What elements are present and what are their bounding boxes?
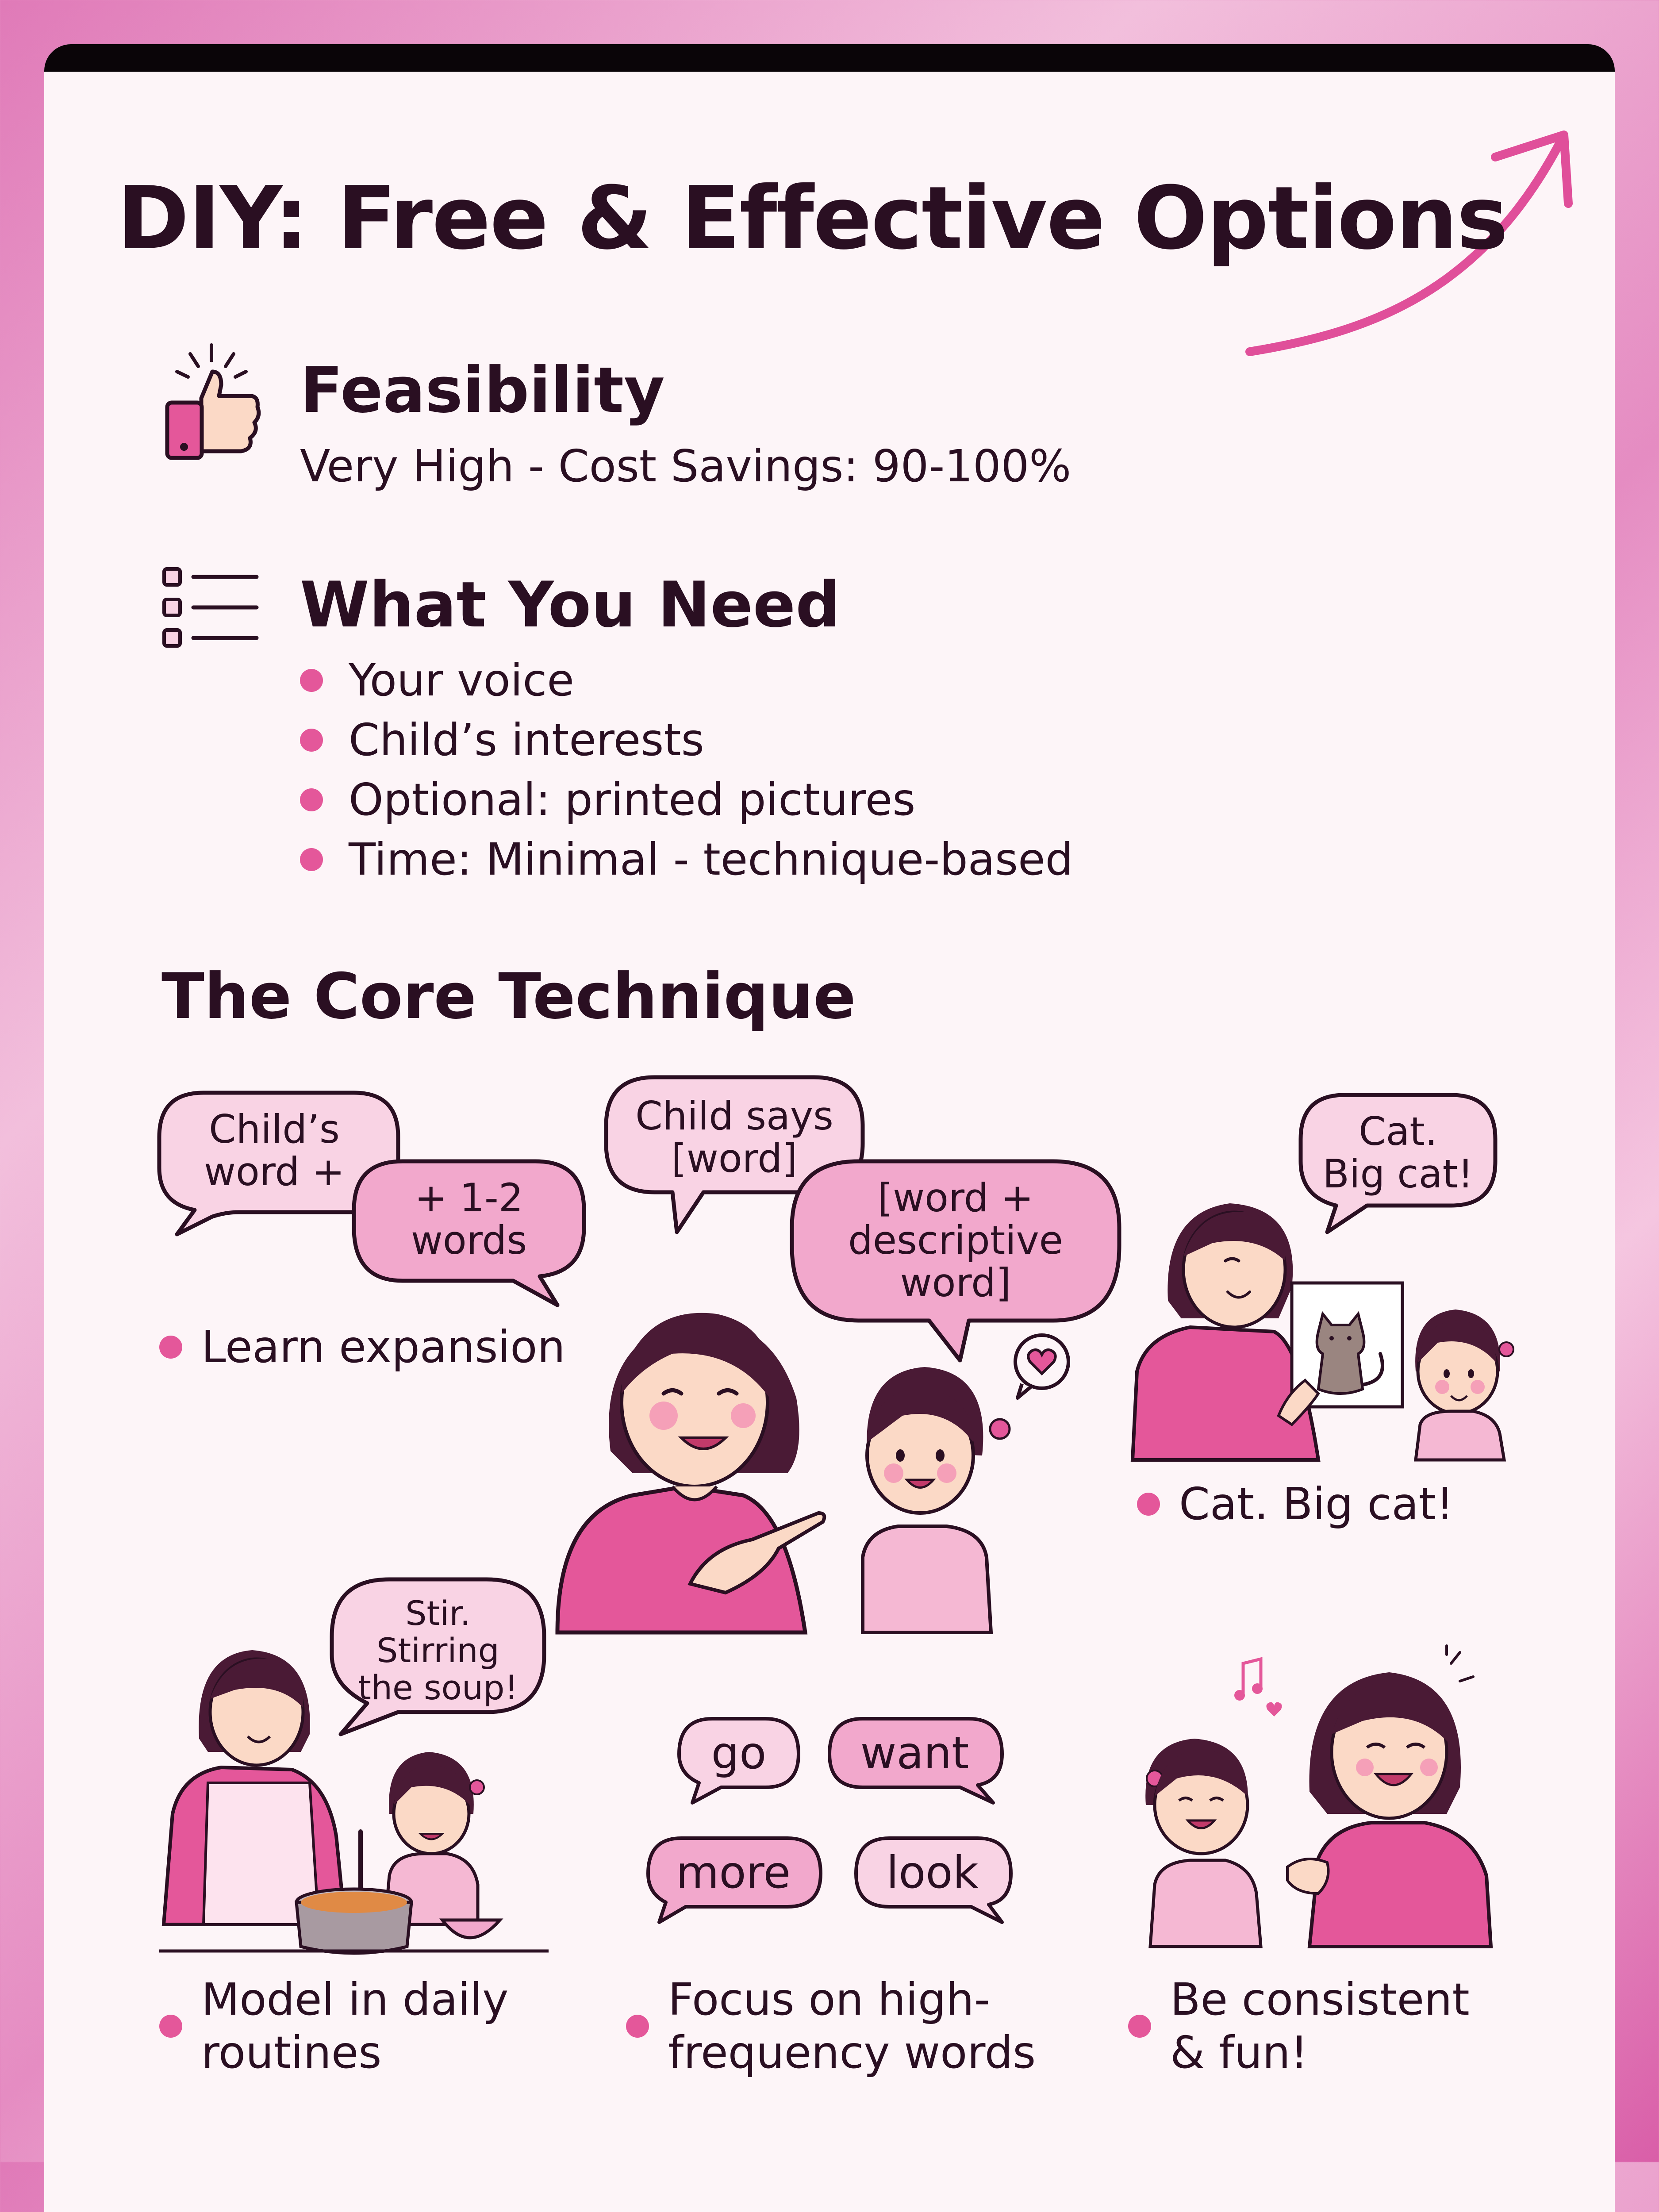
- cat-picture-illustration: [1133, 1186, 1509, 1460]
- caption-line: routines: [201, 2027, 382, 2078]
- list-item: Your voice: [300, 650, 1073, 710]
- bubble-line: + 1-2: [415, 1175, 523, 1221]
- caption-line: Focus on high-: [668, 1974, 990, 2025]
- caption-line: Learn expansion: [201, 1321, 565, 1373]
- caption-line: Be consistent: [1170, 1974, 1470, 2025]
- list-item: Child’s interests: [300, 710, 1073, 770]
- bubble-line: Child’s: [209, 1106, 340, 1152]
- caption-line: Cat. Big cat!: [1179, 1478, 1454, 1530]
- technique-caption: [1128, 1973, 1470, 2079]
- caption-line: frequency words: [668, 2027, 1036, 2078]
- bubble-text: [1305, 1110, 1491, 1195]
- bubble-line: descriptive: [848, 1217, 1063, 1263]
- bubble-line: Cat.: [1359, 1109, 1437, 1154]
- core-technique-heading: The Core Technique: [161, 960, 856, 1033]
- checklist-icon: [161, 566, 263, 650]
- bubble-line: word]: [900, 1260, 1011, 1306]
- list-item: Time: Minimal - technique-based: [300, 830, 1073, 889]
- technique-caption: [159, 1973, 508, 2079]
- bubble-text: [358, 1177, 580, 1262]
- technique-caption: [1137, 1478, 1454, 1531]
- list-item: Optional: printed pictures: [300, 770, 1073, 830]
- bubble-line: Big cat!: [1322, 1151, 1474, 1197]
- word-chip-label: go: [711, 1727, 767, 1779]
- page-title: DIY: Free & Effective Options: [117, 168, 1508, 269]
- word-chip-label: more: [676, 1847, 791, 1898]
- word-chip-label: want: [860, 1727, 969, 1779]
- thumbs-up-icon: [159, 341, 265, 460]
- word-chip-label: look: [886, 1847, 979, 1898]
- technique-caption: [626, 1973, 1036, 2079]
- bubble-line: [word]: [671, 1136, 798, 1181]
- bubble-line: the soup!: [358, 1668, 518, 1707]
- caption-line: & fun!: [1170, 2027, 1308, 2078]
- mother-daughter-illustration: [557, 1265, 1044, 1632]
- feasibility-heading: Feasibility: [300, 354, 665, 427]
- bubble-line: Stir.: [405, 1594, 471, 1633]
- needs-list: [300, 650, 1073, 889]
- laughing-illustration: [1141, 1646, 1504, 1947]
- bubble-line: word +: [204, 1149, 345, 1194]
- feasibility-detail: Very High - Cost Savings: 90-100%: [300, 440, 1071, 492]
- bubble-line: words: [411, 1217, 527, 1263]
- card-top-bar: [44, 44, 1615, 72]
- needs-heading: What You Need: [300, 568, 841, 641]
- cooking-illustration: [159, 1637, 549, 1955]
- bubble-line: [word +: [877, 1175, 1034, 1221]
- caption-line: Model in daily: [201, 1974, 509, 2025]
- bubble-line: Stirring: [376, 1631, 499, 1670]
- bubble-line: Child says: [635, 1093, 833, 1139]
- technique-caption: [159, 1321, 565, 1374]
